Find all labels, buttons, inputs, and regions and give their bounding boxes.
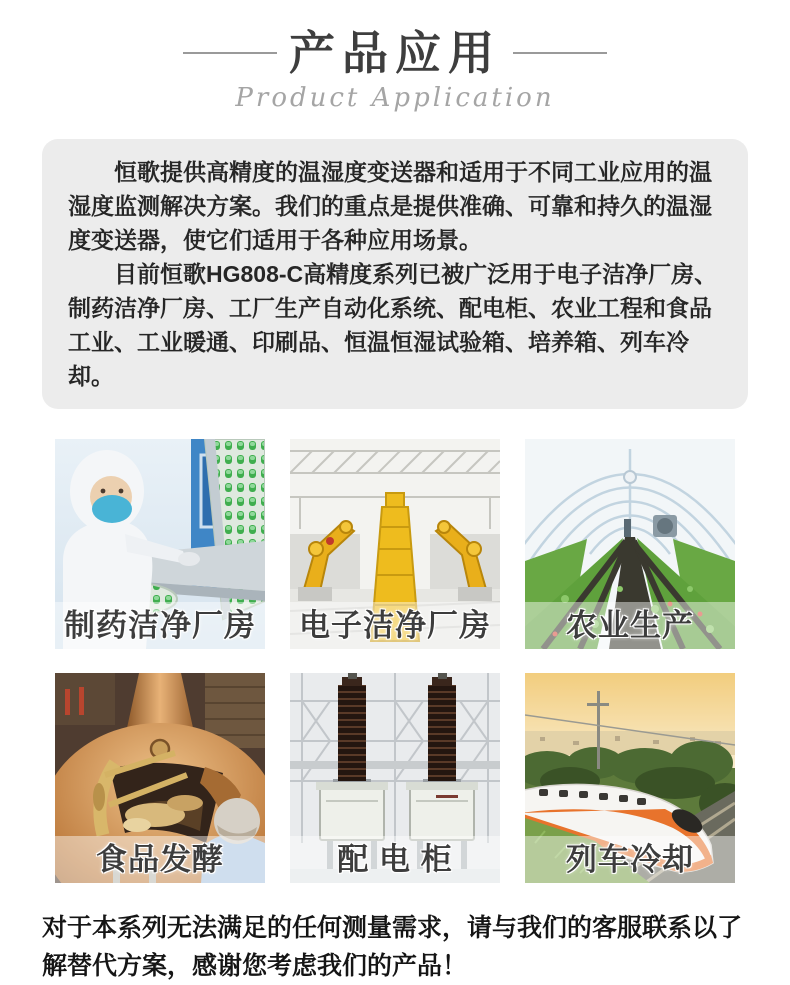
card-label-distribution: 配 电 柜 (337, 841, 453, 877)
card-label-electronics: 电子洁净厂房 (299, 607, 491, 643)
gallery-card-electronics-cleanroom (290, 439, 500, 649)
intro-paragraph-1: 恒歌提供高精度的温湿度变送器和适用于不同工业应用的温湿度监测解决方案。我们的重点是提供准确、可靠和持久的温湿度变送器，使它们适用于各种应用场景。 (68, 158, 712, 253)
title-divider-left (183, 52, 277, 54)
title-divider-right (513, 52, 607, 54)
gallery-card-train-cooling (525, 673, 735, 883)
card-label-train: 列车冷却 (566, 841, 694, 877)
gallery-card-power-distribution (290, 673, 500, 883)
title-row (0, 28, 790, 79)
intro-paragraph-2: 目前恒歌HG808-C高精度系列已被广泛用于电子洁净厂房、制药洁净厂房、工厂生产自动化系统、配电柜、农业工程和食品工业、工业暖通、印刷品、恒温恒湿试验箱、培养箱、列车冷却。 (68, 260, 718, 389)
page-subtitle: Product Application (235, 82, 555, 113)
page-header (0, 0, 790, 113)
intro-box (42, 139, 748, 409)
page-title: 产品应用 (289, 27, 501, 79)
gallery-card-food-fermentation (55, 673, 265, 883)
card-label-agriculture: 农业生产 (566, 607, 694, 643)
card-label-fermentation: 食品发酵 (96, 841, 224, 877)
application-gallery (55, 439, 735, 883)
gallery-card-agriculture (525, 439, 735, 649)
gallery-card-pharma-cleanroom (55, 439, 265, 649)
card-label-pharma: 制药洁净厂房 (64, 607, 256, 643)
footer-note: 对于本系列无法满足的任何测量需求，请与我们的客服联系以了解替代方案，感谢您考虑我们的产品！ (42, 913, 743, 980)
